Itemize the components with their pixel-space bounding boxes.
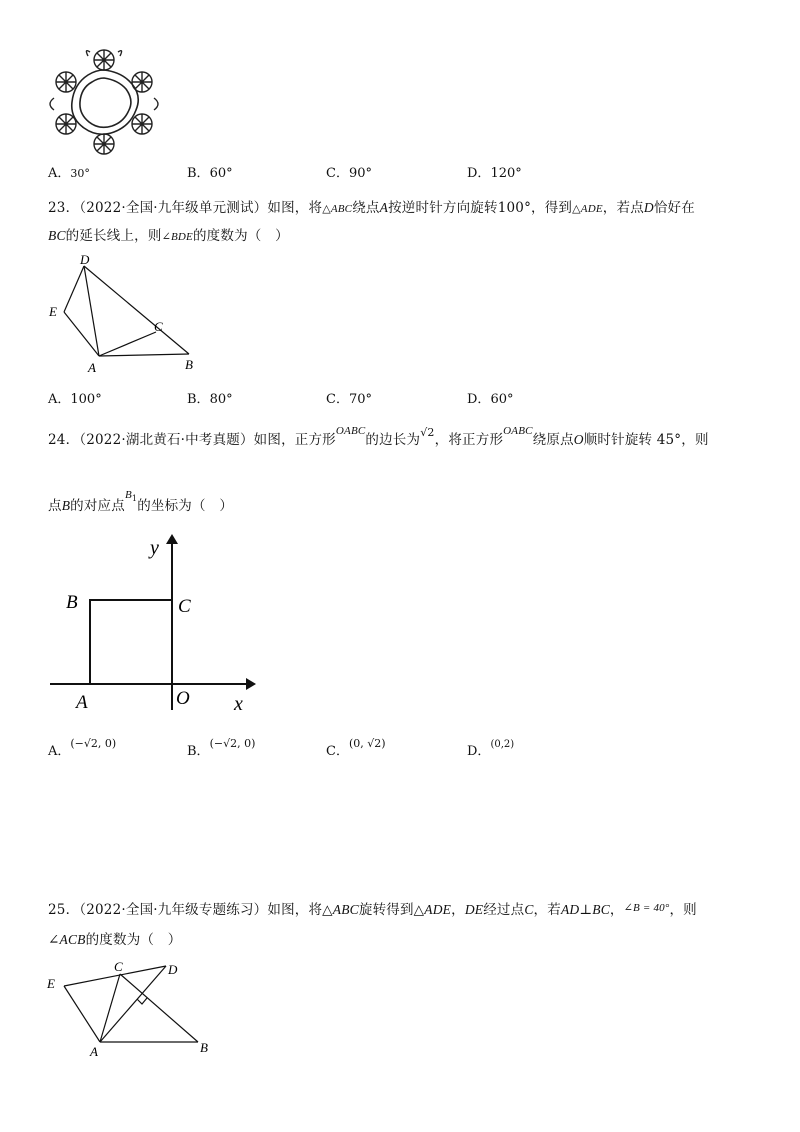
q23-label-d: D bbox=[80, 252, 90, 267]
q24-option-d: D．$^{(0,2)}$ bbox=[467, 739, 515, 759]
q22-option-d: D．120° bbox=[467, 166, 522, 181]
q24-option-a: A．$^{(-√2, 0)}$ bbox=[48, 737, 117, 759]
q23-line-1: 23．（2022·全国·九年级单元测试）如图，将△ABC绕点A按逆时针方向旋转100°，得到△ADE，若点D恰好在 bbox=[48, 200, 695, 216]
q23-label-c: C bbox=[154, 319, 163, 334]
q24-label-c: C bbox=[178, 596, 191, 617]
q24-x-arrow-icon bbox=[246, 678, 256, 690]
q25-label-a: A bbox=[90, 1044, 98, 1059]
q23-line-2: BC的延长线上，则∠BDE的度数为（ ） bbox=[48, 228, 289, 244]
q24-option-c: C．$^{(0, √2)}$ bbox=[326, 737, 386, 759]
q24-label-a: A bbox=[76, 692, 88, 713]
q23-label-b: B bbox=[185, 357, 193, 372]
q23-option-a: A．100° bbox=[48, 392, 102, 407]
q23-label-a: A bbox=[88, 360, 96, 374]
q25-label-d: D bbox=[168, 962, 178, 977]
q22-option-a: A．30° bbox=[48, 166, 90, 181]
q23-option-c: C．70° bbox=[326, 392, 372, 407]
q24-label-b: B bbox=[66, 592, 78, 613]
q22-knot-figure bbox=[44, 48, 164, 156]
q25-line-1: 25．（2022·全国·九年级专题练习）如图，将△ABC旋转得到△ADE，DE经过点C，若AD⊥BC，$^{\angle B = 40^\circ}$，则 bbox=[48, 902, 697, 918]
q23-label-e: E bbox=[49, 304, 57, 319]
q24-label-y: y bbox=[150, 537, 159, 559]
q22-option-b: B．60° bbox=[187, 166, 233, 181]
q24-square-edges bbox=[90, 600, 172, 684]
q24-option-b: B．$^{(-√2, 0)}$ bbox=[187, 737, 256, 759]
q24-y-arrow-icon bbox=[166, 534, 178, 544]
q24-line-2: 点B的对应点$^{B1}$的坐标为（ ） bbox=[48, 489, 234, 514]
q25-line-2: ∠ACB的度数为（ ） bbox=[48, 932, 182, 948]
q24-coordinate-figure bbox=[44, 530, 264, 716]
q24-label-o: O bbox=[176, 688, 190, 709]
q23-option-d: D．60° bbox=[467, 392, 514, 407]
q24-line-1: 24．（2022·湖北黄石·中考真题）如图，正方形$^{OABC}$的边长为$^{√2}$，将正方形$^{OABC}$绕原点O顺时针旋转 45°，则 bbox=[48, 425, 709, 448]
q24-label-x: x bbox=[234, 693, 243, 715]
q25-triangle-figure bbox=[44, 956, 224, 1062]
q25-label-c: C bbox=[114, 959, 123, 974]
q22-option-c: C．90° bbox=[326, 166, 372, 181]
q25-label-b: B bbox=[200, 1040, 208, 1055]
q23-option-b: B．80° bbox=[187, 392, 233, 407]
q23-triangle-figure bbox=[44, 252, 214, 374]
q25-label-e: E bbox=[47, 976, 55, 991]
